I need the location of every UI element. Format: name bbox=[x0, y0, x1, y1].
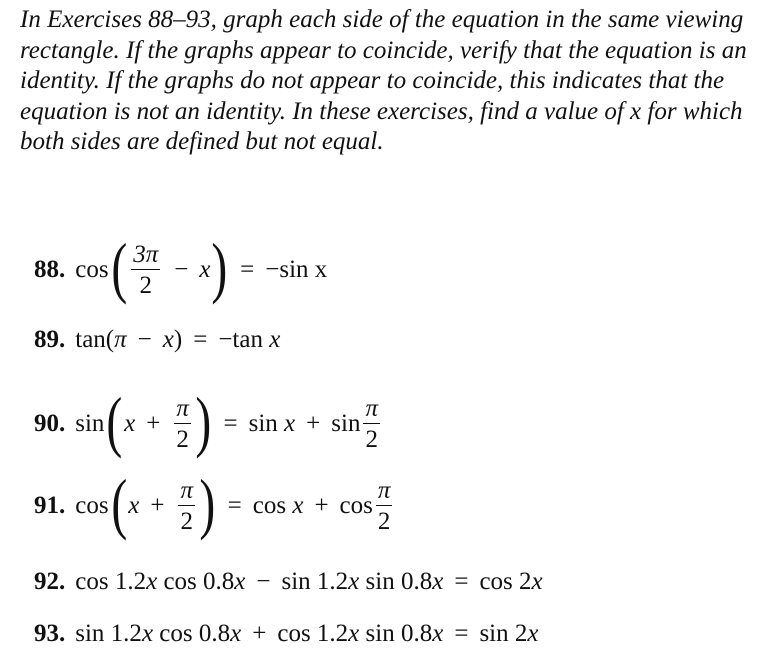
equals-sign: = bbox=[454, 620, 469, 647]
plus-operator: + bbox=[150, 492, 165, 519]
function-name: sin bbox=[75, 410, 105, 437]
variable: x bbox=[141, 620, 154, 647]
left-paren: ( bbox=[110, 229, 127, 305]
rhs-function-2: cos bbox=[339, 492, 373, 519]
fraction-numerator: π bbox=[176, 395, 189, 422]
fraction bbox=[174, 396, 191, 452]
term-5: cos 2 bbox=[479, 568, 532, 595]
rhs-function-1: sin bbox=[248, 410, 278, 437]
exercise-93 bbox=[34, 620, 538, 648]
term-5: sin 2 bbox=[479, 620, 528, 647]
variable: x bbox=[234, 568, 246, 595]
fraction-denominator: 2 bbox=[377, 508, 391, 535]
exercise-number: 93. bbox=[34, 620, 66, 647]
fraction-denominator: 2 bbox=[180, 508, 193, 535]
exercise-number: 92. bbox=[34, 568, 66, 595]
minus-operator: − bbox=[256, 568, 271, 595]
rhs-function: −tan bbox=[218, 326, 263, 353]
function-name: cos bbox=[75, 492, 109, 519]
variable: x bbox=[348, 620, 360, 647]
variable: x bbox=[432, 620, 444, 647]
rhs-function-1: cos bbox=[252, 492, 287, 519]
exercise-91 bbox=[34, 465, 395, 541]
variable: x bbox=[146, 568, 158, 595]
fraction-denominator: 2 bbox=[139, 272, 152, 299]
exercise-instructions: In Exercises 88–93, graph each side of the equation in the same viewing rectangle. If the graphs appear to coincide, verify that the equation is an identity. If the graphs do not appear to coincide, this indicates that the equation is not an identity. In these exercises, find a value of x for which both sides are defined but not equal. bbox=[20, 6, 747, 155]
fraction-denominator: 2 bbox=[365, 426, 378, 453]
variable: x bbox=[531, 568, 543, 595]
fraction-numerator: π bbox=[377, 477, 391, 504]
close-paren: ) bbox=[173, 326, 183, 353]
variable: x bbox=[199, 256, 211, 283]
term-1: cos 1.2 bbox=[75, 568, 147, 595]
rhs-variable: x bbox=[284, 410, 296, 437]
rhs-variable: x bbox=[292, 492, 304, 519]
exercise-number: 91. bbox=[34, 492, 66, 519]
plus-operator: + bbox=[252, 620, 267, 647]
rhs-function-2: sin bbox=[331, 410, 361, 437]
fraction-numerator: π bbox=[365, 395, 378, 422]
variable: x bbox=[432, 568, 444, 595]
term-3: cos 1.2 bbox=[277, 620, 349, 647]
equals-sign: = bbox=[227, 492, 242, 519]
function-name: cos bbox=[75, 256, 109, 283]
exercise-92 bbox=[34, 568, 543, 596]
plus-operator: + bbox=[146, 410, 161, 437]
term-2: cos 0.8 bbox=[153, 620, 231, 647]
term-3: sin 1.2 bbox=[281, 568, 349, 595]
rhs-fraction bbox=[376, 478, 393, 534]
exercise-number: 89. bbox=[34, 326, 66, 353]
left-paren: ( bbox=[106, 383, 123, 459]
variable: x bbox=[128, 492, 140, 519]
left-paren: ( bbox=[110, 465, 127, 541]
variable: x bbox=[348, 568, 360, 595]
right-hand-side: −sin x bbox=[265, 256, 328, 283]
variable: x bbox=[162, 326, 174, 353]
variable: x bbox=[124, 410, 136, 437]
right-paren: ) bbox=[199, 465, 216, 541]
exercise-number: 90. bbox=[34, 410, 66, 437]
term-1: sin 1.2 bbox=[75, 620, 142, 647]
minus-operator: − bbox=[174, 256, 189, 283]
rhs-variable: x bbox=[269, 326, 281, 353]
fraction bbox=[178, 478, 195, 534]
term-4: sin 0.8 bbox=[359, 620, 433, 647]
minus-operator: − bbox=[137, 326, 152, 353]
fraction-numerator: π bbox=[180, 477, 193, 504]
equals-sign: = bbox=[223, 410, 238, 437]
equals-sign: = bbox=[240, 256, 255, 283]
right-paren: ) bbox=[195, 383, 212, 459]
fraction bbox=[131, 242, 160, 298]
rhs-plus-operator: + bbox=[314, 492, 329, 519]
rhs-fraction bbox=[363, 396, 380, 452]
rhs-plus-operator: + bbox=[306, 410, 321, 437]
term-2: cos 0.8 bbox=[157, 568, 235, 595]
term-4: sin 0.8 bbox=[359, 568, 433, 595]
pi-symbol: π bbox=[114, 326, 127, 353]
variable: x bbox=[527, 620, 539, 647]
variable: x bbox=[230, 620, 242, 647]
exercise-88 bbox=[34, 229, 328, 305]
exercise-number: 88. bbox=[34, 256, 66, 283]
exercise-89 bbox=[34, 326, 280, 354]
equals-sign: = bbox=[454, 568, 469, 595]
right-paren: ) bbox=[211, 229, 228, 305]
exercise-90 bbox=[34, 383, 383, 459]
equals-sign: = bbox=[193, 326, 208, 353]
fraction-denominator: 2 bbox=[176, 426, 189, 453]
fraction-numerator: 3π bbox=[133, 241, 159, 268]
function-name: tan( bbox=[75, 326, 115, 353]
